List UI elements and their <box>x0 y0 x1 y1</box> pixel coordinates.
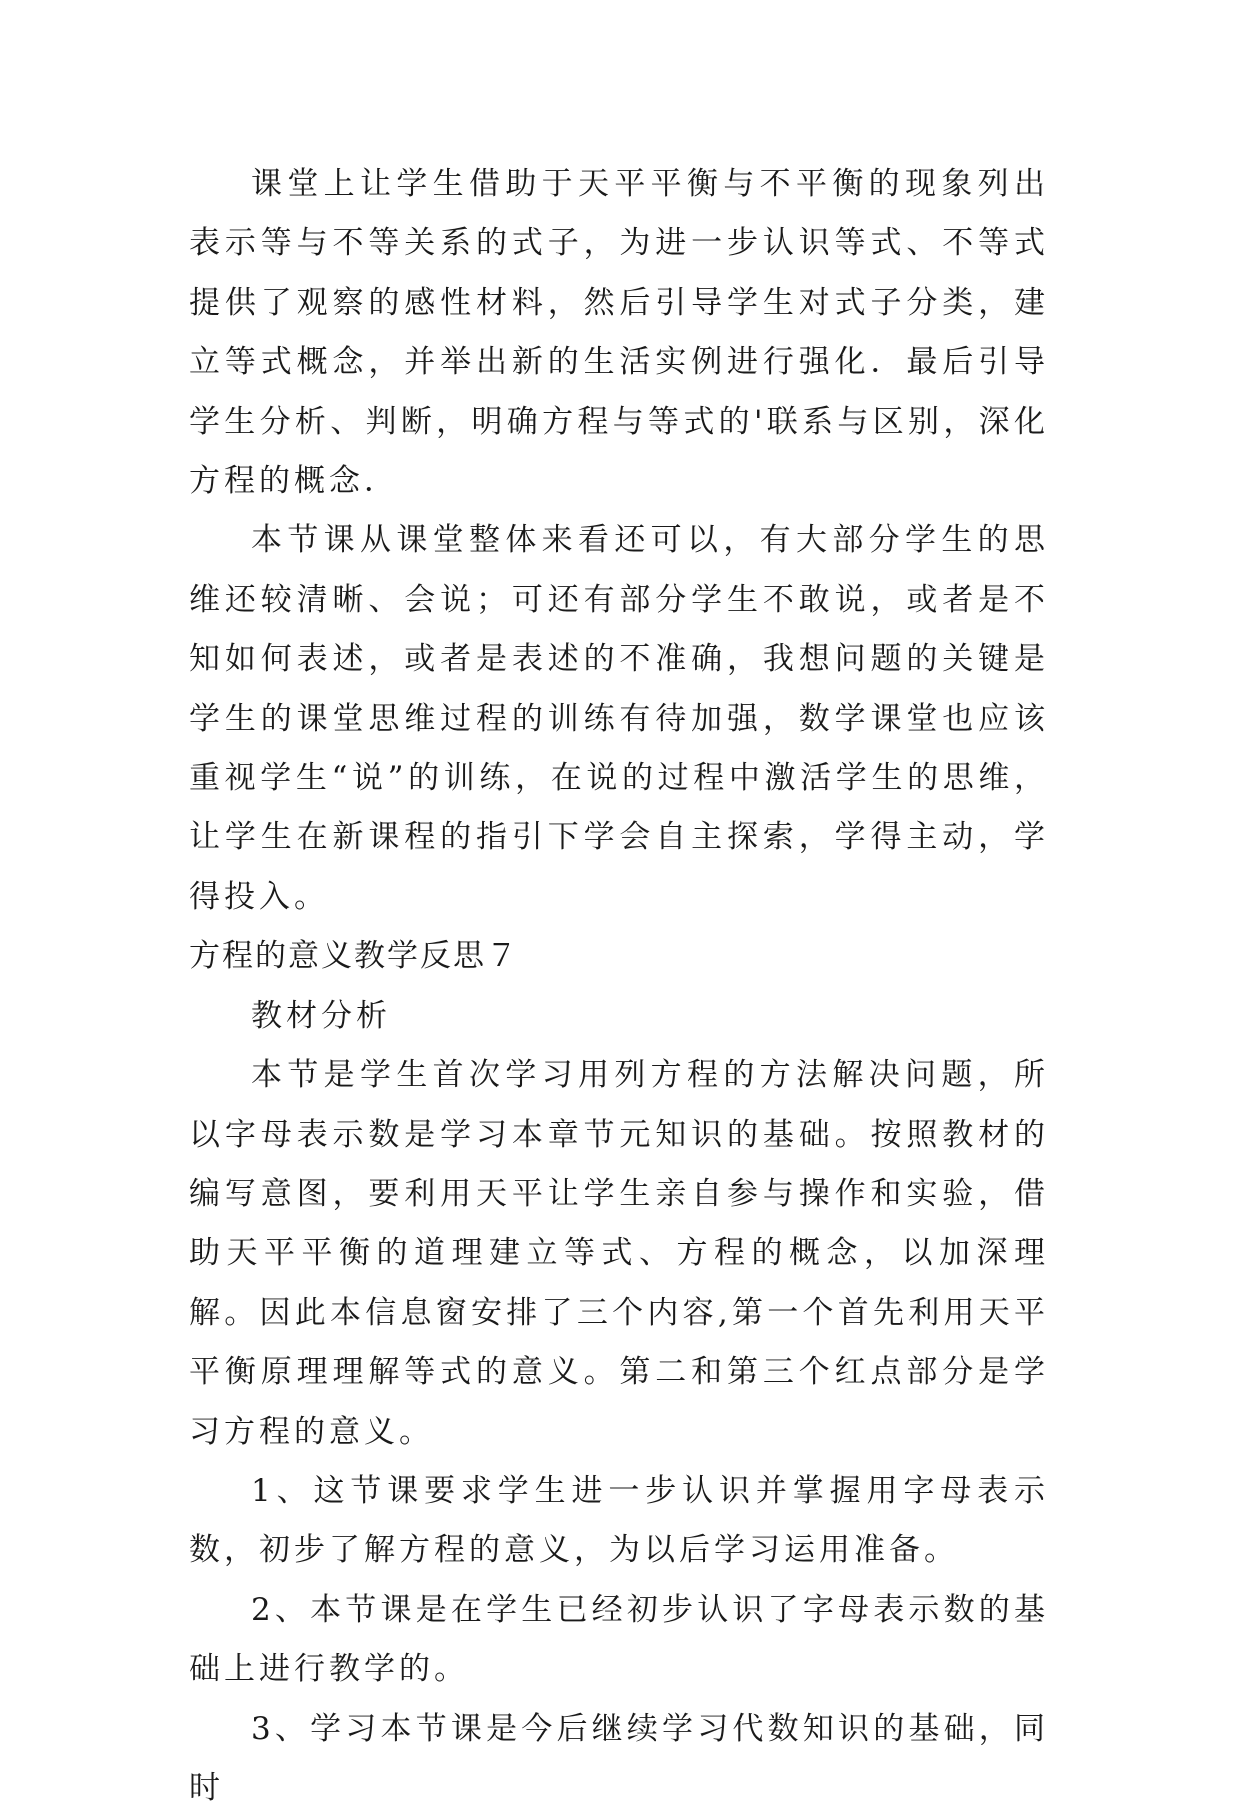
section-heading: 方程的意义教学反思７ <box>189 938 519 975</box>
subheading-textbook-analysis: 教材分析 <box>251 997 391 1034</box>
paragraph-textbook-analysis: 本节是学生首次学习用列方程的方法解决问题，所以字母表示数是学习本章节元知识的基础。按照教材的编写意图，要利用天平让学生亲自参与操作和实验，借助天平平衡的道理建立等式、方程的概念，以加深理解。因此本信息窗安排了三个内容,第一个首先利用天平平衡原理理解等式的意义。第二和第三个红点部分是学习方程的意义。 <box>189 1057 1049 1450</box>
list-item-3: 3、学习本节课是今后继续学习代数知识的基础，同时 <box>189 1710 1049 1806</box>
list-item-2: 2、本节课是在学生已经初步认识了字母表示数的基础上进行教学的。 <box>189 1591 1049 1688</box>
paragraph-balance-activity: 课堂上让学生借助于天平平衡与不平衡的现象列出表示等与不等关系的式子，为进一步认识等式、不等式提供了观察的感性材料，然后引导学生对式子分类，建立等式概念，并举出新的生活实例进行强化．最后引导学生分析、判断，明确方程与等式的'联系与区别，深化方程的概念． <box>189 166 1049 500</box>
document-body <box>189 155 1049 1818</box>
paragraph-class-reflection: 本节课从课堂整体来看还可以，有大部分学生的思维还较清晰、会说；可还有部分学生不敢说，或者是不知如何表述，或者是表述的不准确，我想问题的关键是学生的课堂思维过程的训练有待加强，数学课堂也应该重视学生“说”的训练，在说的过程中激活学生的思维，让学生在新课程的指引下学会自主探索，学得主动，学得投入。 <box>189 522 1049 915</box>
list-item-1: 1、这节课要求学生进一步认识并掌握用字母表示数，初步了解方程的意义，为以后学习运用准备。 <box>189 1472 1049 1569</box>
